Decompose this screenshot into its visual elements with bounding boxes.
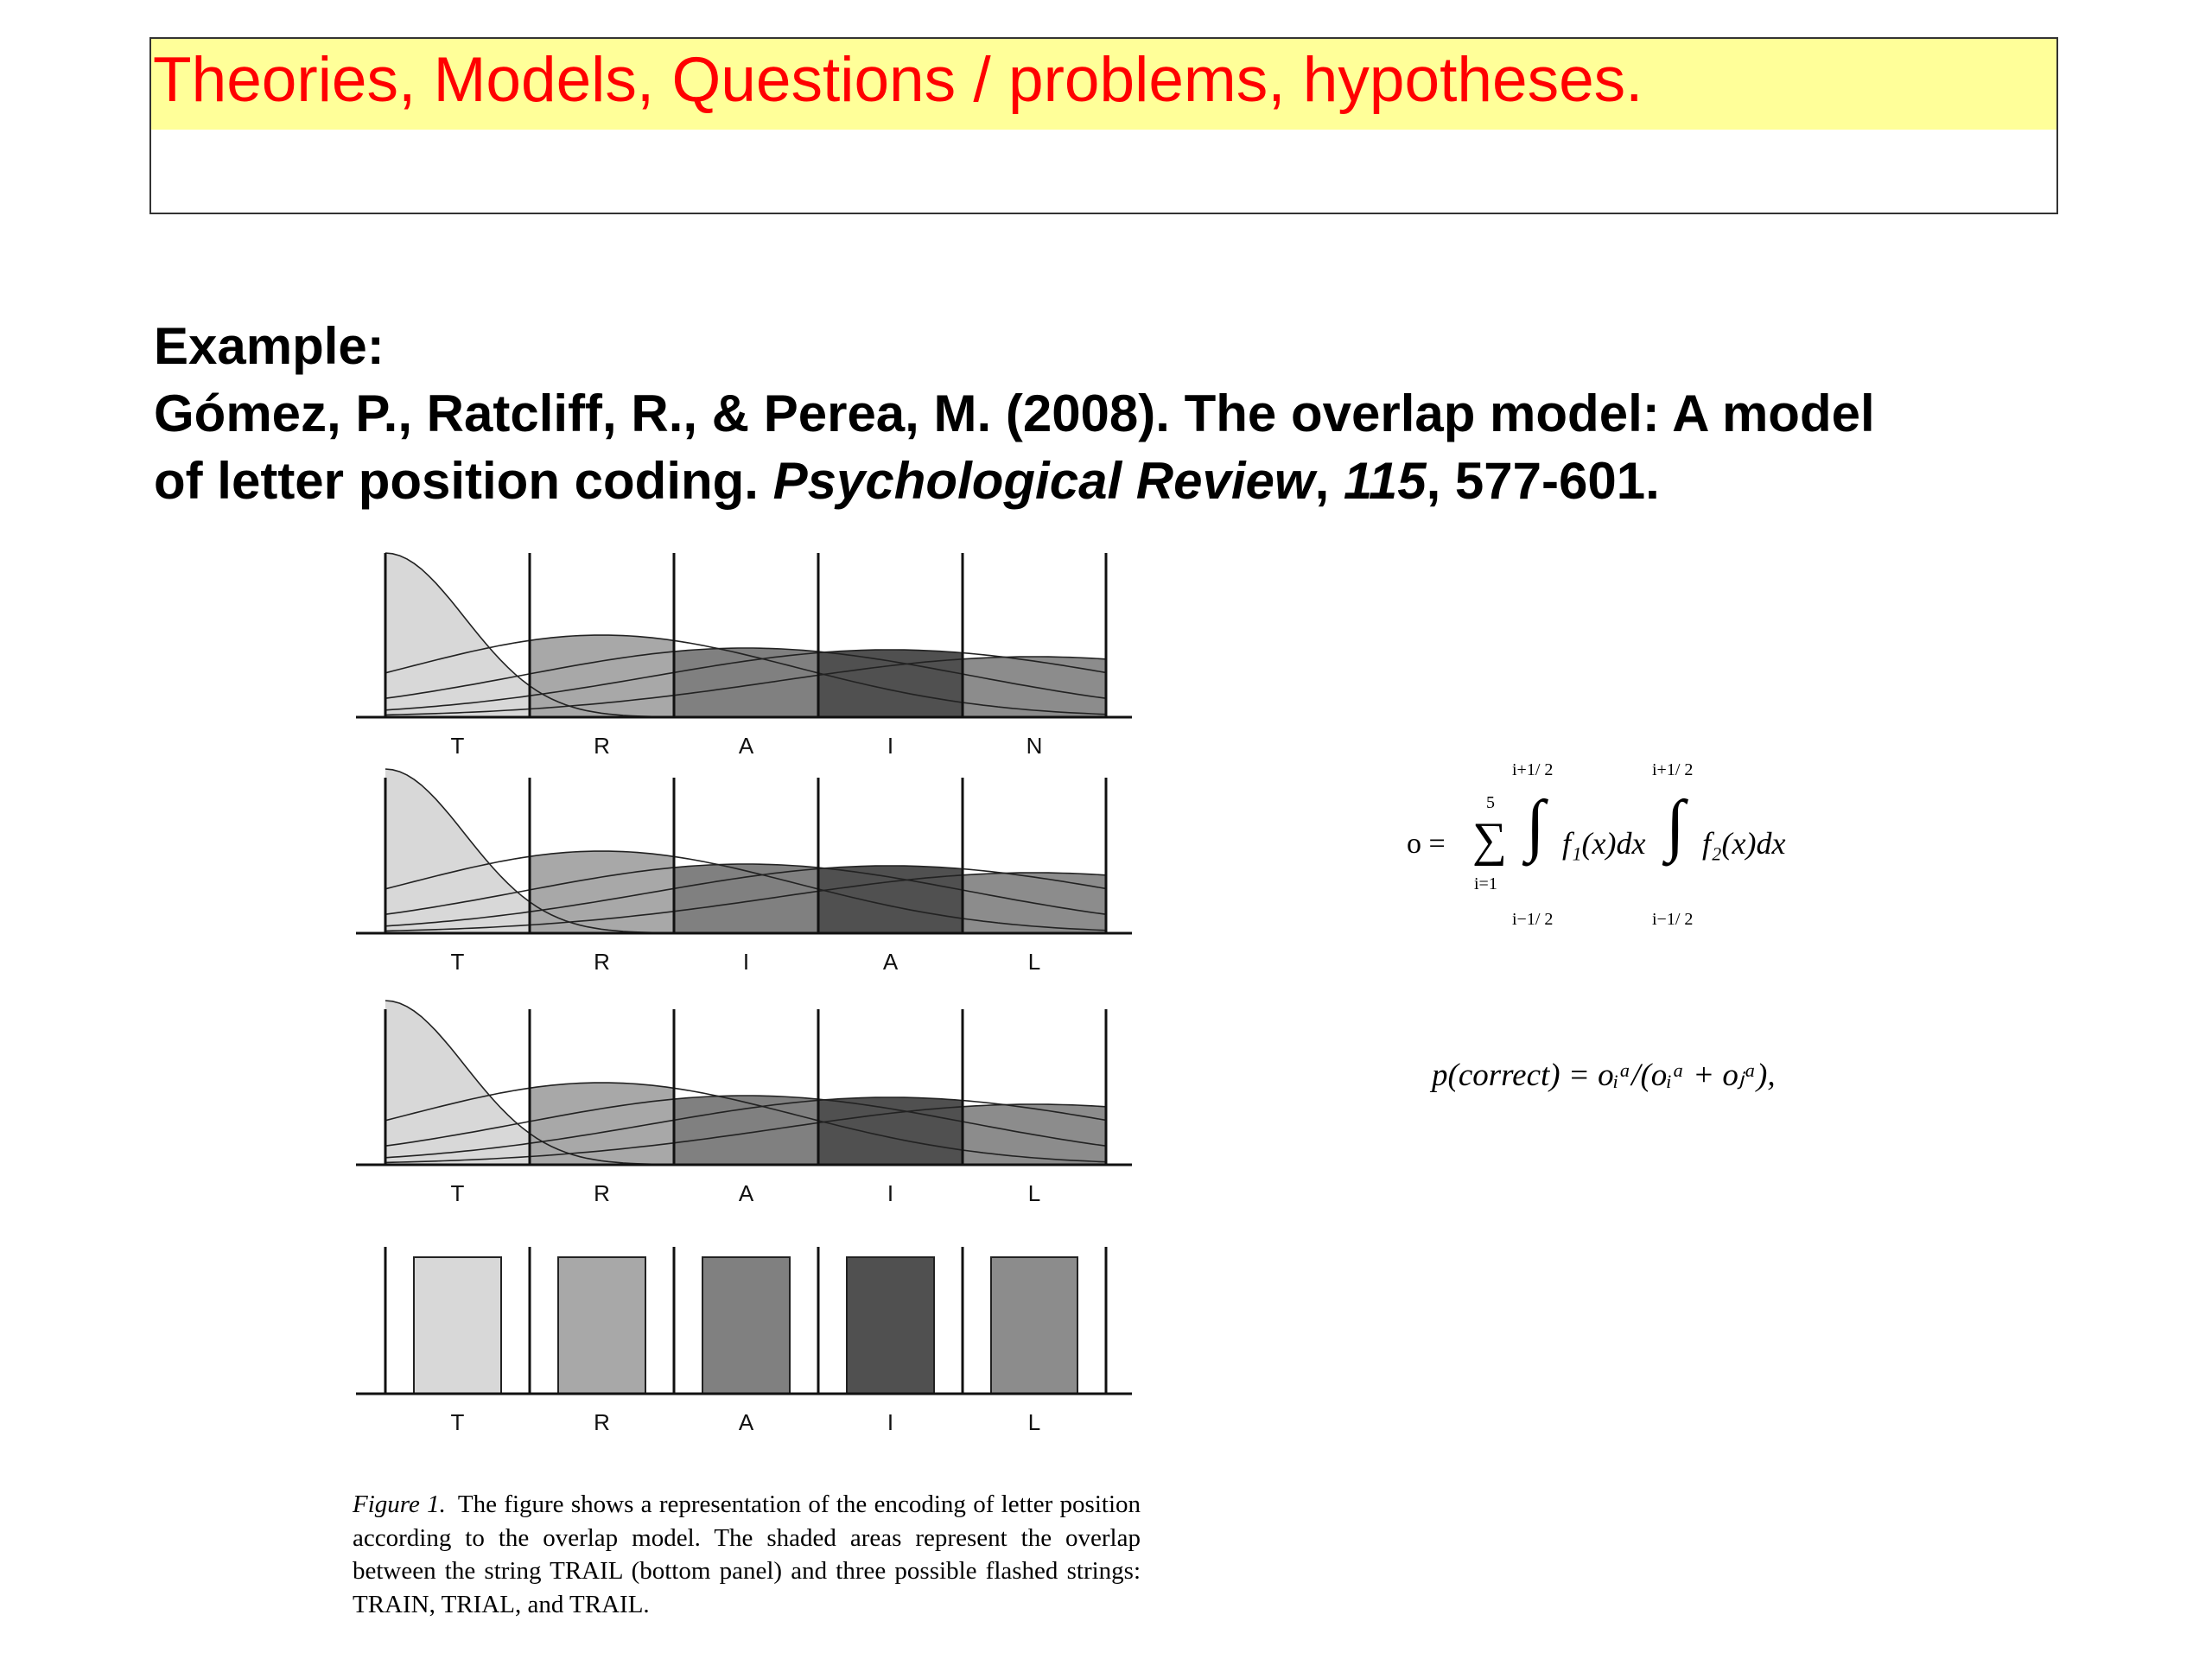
letter-label: A	[882, 949, 899, 975]
letter-label: I	[887, 1180, 894, 1206]
formula-lhs: o =	[1407, 828, 1446, 860]
citation-block	[154, 313, 1899, 515]
integral2-lower: i−1/ 2	[1652, 910, 1694, 929]
overlap-figure	[337, 531, 1149, 1473]
letter-label: A	[738, 733, 754, 759]
letter-label: T	[450, 1180, 465, 1206]
slide-title: Theories, Models, Questions / problems, hypotheses.	[153, 45, 1643, 115]
letter-label: A	[738, 1409, 754, 1435]
figure-caption	[353, 1488, 1141, 1621]
letter-label: N	[1026, 733, 1043, 759]
letter-label: L	[1027, 1409, 1041, 1435]
overlap-region	[818, 866, 963, 933]
pcorrect-formula: p(correct) = oᵢᵃ/(oᵢᵃ + oⱼᵃ),	[1432, 1058, 1776, 1093]
overlap-region	[674, 648, 818, 717]
term-f1: f₁(x)dx	[1562, 826, 1646, 861]
letter-label: L	[1027, 1180, 1041, 1206]
overlap-region	[674, 1096, 818, 1165]
caption-label: Figure 1.	[353, 1491, 446, 1518]
letter-bar	[847, 1257, 934, 1394]
sum-lower: i=1	[1474, 874, 1497, 893]
overlap-region	[385, 769, 530, 933]
letter-bar	[414, 1257, 501, 1394]
reference-authors-title: Gómez, P., Ratcliff, R., & Perea, M. (2008). The overlap model: A model of letter position coding.	[154, 385, 1875, 510]
reference-journal: Psychological Review	[772, 452, 1315, 510]
integral1-symbol: ∫	[1526, 787, 1545, 863]
reference-sep: ,	[1314, 452, 1344, 510]
letter-label: R	[594, 949, 610, 975]
letter-bar	[702, 1257, 790, 1394]
letter-label: I	[887, 733, 894, 759]
letter-label: R	[594, 733, 610, 759]
integral1-lower: i−1/ 2	[1512, 910, 1554, 929]
caption-text: The figure shows a representation of the encoding of letter position according to the overlap model. The shaded areas represent the overlap between the string TRAIL (bottom panel) and three possible flashed strings: TRAIN, TRIAL, and TRAIL.	[353, 1491, 1141, 1618]
letter-label: T	[450, 949, 465, 975]
letter-bar	[558, 1257, 645, 1394]
sum-upper: 5	[1486, 793, 1495, 812]
term-f2: f₂(x)dx	[1702, 826, 1786, 861]
sigma-symbol: ∑	[1472, 813, 1507, 867]
overlap-region	[818, 1097, 963, 1165]
letter-label: L	[1027, 949, 1041, 975]
overlap-region	[385, 553, 530, 717]
letter-label: I	[887, 1409, 894, 1435]
letter-label: I	[742, 949, 750, 975]
letter-label: T	[450, 733, 465, 759]
overlap-region	[818, 650, 963, 717]
letter-label: A	[738, 1180, 754, 1206]
integral2-upper: i+1/ 2	[1652, 760, 1694, 779]
letter-label: T	[450, 1409, 465, 1435]
integral1-upper: i+1/ 2	[1512, 760, 1554, 779]
example-label: Example:	[154, 317, 385, 375]
integral2-symbol: ∫	[1666, 787, 1685, 863]
overlap-region	[674, 864, 818, 933]
letter-label: R	[594, 1180, 610, 1206]
letter-bar	[991, 1257, 1077, 1394]
reference-volume: 115	[1343, 452, 1427, 510]
slide-title-box	[149, 37, 2058, 214]
reference-text	[154, 380, 1899, 515]
letter-label: R	[594, 1409, 610, 1435]
reference-pages: , 577-601.	[1426, 452, 1660, 510]
overlap-region	[385, 1001, 530, 1165]
